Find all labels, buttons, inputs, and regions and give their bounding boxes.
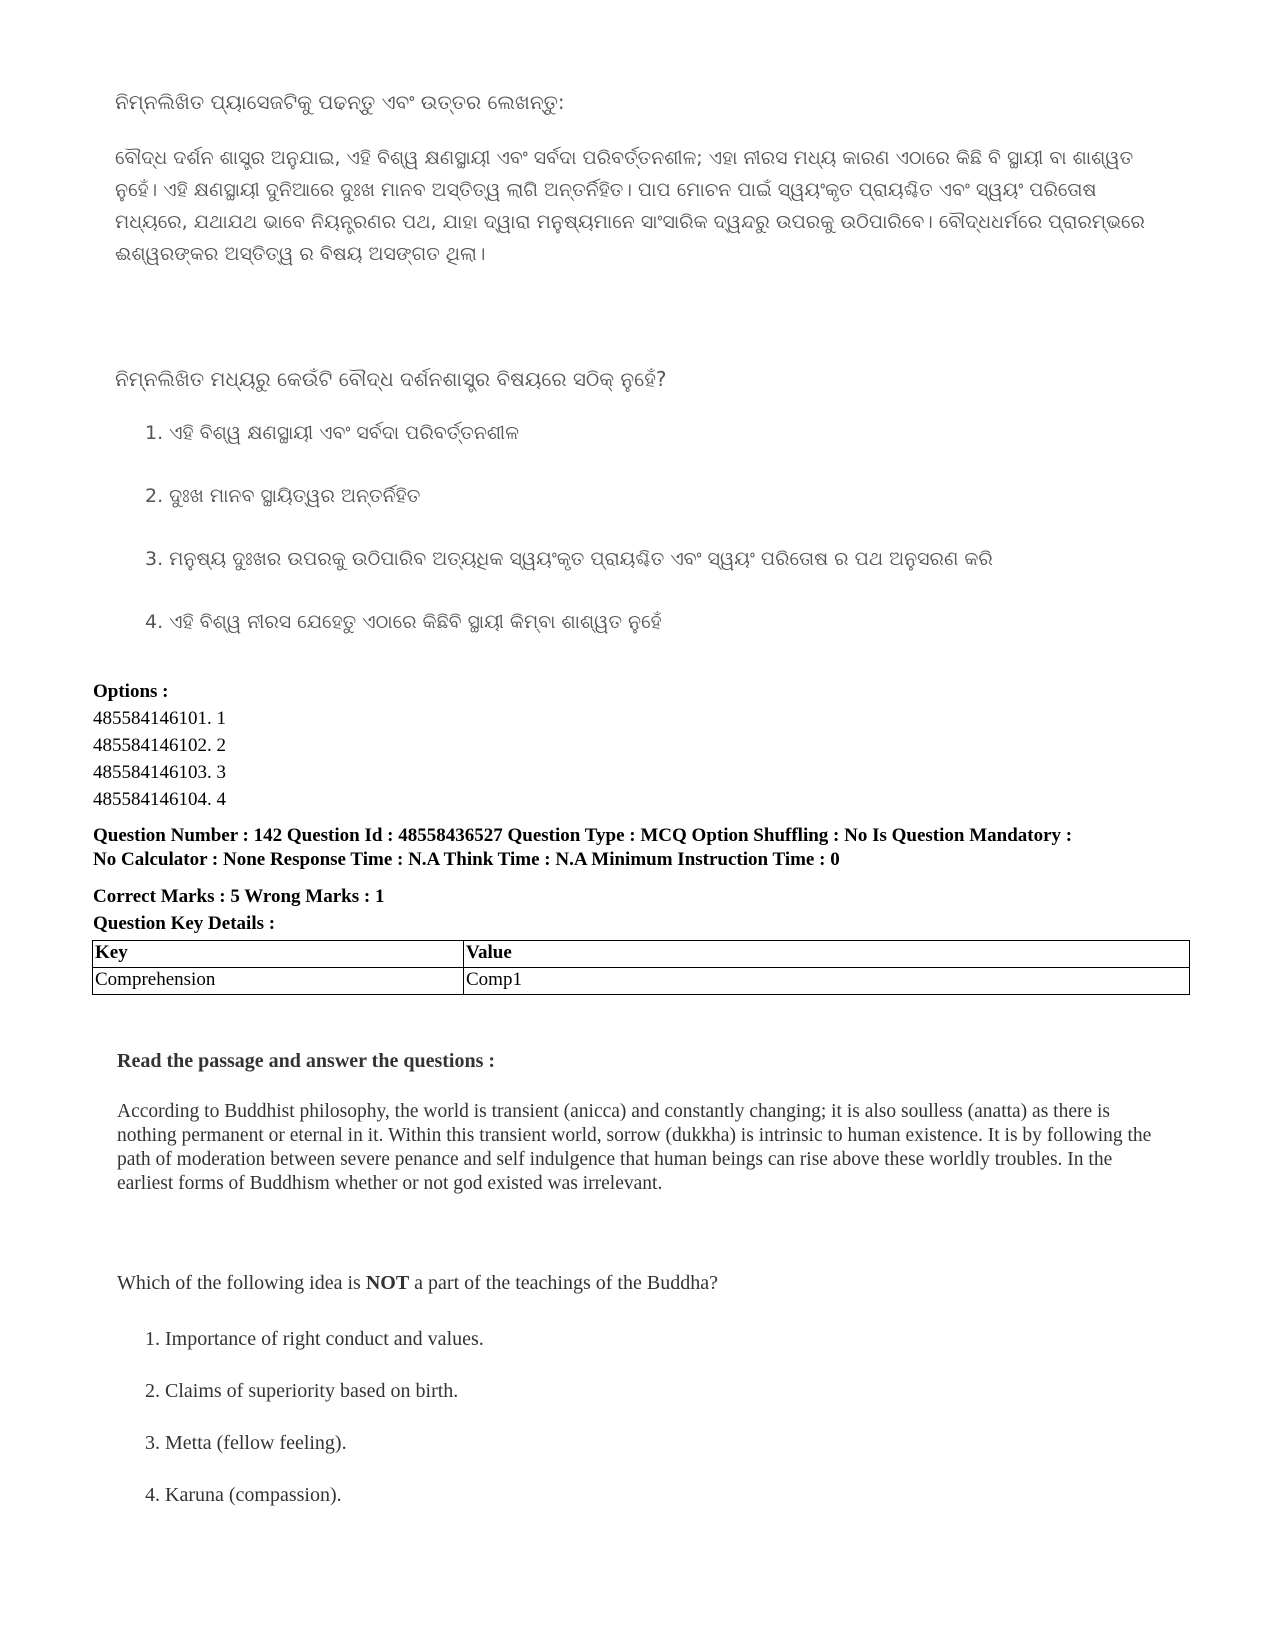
options-block: [93, 678, 226, 813]
english-option: 1. Importance of right conduct and values.: [145, 1328, 484, 1350]
odia-question: ନିମ୍ନଲିଖିତ ମଧ୍ୟରୁ କେଉଁଟି ବୌଦ୍ଧ ଦର୍ଶନଶାସ୍ତ୍ର ବିଷୟରେ ସଠିକ୍ ନୁହେଁ?: [115, 367, 667, 391]
odia-option: 4. ଏହି ବିଶ୍ୱ ନୀରସ ଯେହେତୁ ଏଠାରେ କିଛିବି ସ୍ଥାୟୀ କିମ୍ବା ଶାଶ୍ୱତ ନୁହେଁ: [145, 611, 662, 633]
question-meta-line2: No Calculator : None Response Time : N.A Think Time : N.A Minimum Instruction Time : 0: [93, 849, 840, 870]
key-details-heading: Question Key Details :: [93, 913, 276, 934]
odia-option-list: [145, 422, 993, 674]
table-row: [93, 968, 1190, 995]
english-option-list: [145, 1328, 484, 1536]
english-passage: According to Buddhist philosophy, the world is transient (anicca) and constantly changing; it is also soulless (anatta) as there is nothing permanent or eternal in it. Within this transient world, sorrow (dukkha) is intrinsic to human existence. It is by following the path of moderation between severe penance and self indulgence that human beings can rise above these worldly troubles. In the earliest forms of Buddhism whether or not god existed was irrelevant.: [117, 1101, 1152, 1194]
english-question: [117, 1272, 718, 1295]
question-text-post: a part of the teachings of the Buddha?: [409, 1272, 718, 1294]
key-details-table: [92, 940, 1190, 995]
question-meta-line1: Question Number : 142 Question Id : 48558436527 Question Type : MCQ Option Shuffling : No Is Question Mandatory :: [93, 825, 1073, 846]
english-option: 4. Karuna (compassion).: [145, 1484, 342, 1506]
english-option: 3. Metta (fellow feeling).: [145, 1432, 347, 1454]
odia-option: 2. ଦୁଃଖ ମାନବ ସ୍ଥାୟିତ୍ୱର ଅନ୍ତର୍ନିହିତ: [145, 485, 421, 507]
option-item: 485584146102. 2: [93, 735, 226, 756]
odia-option: 1. ଏହି ବିଶ୍ୱ କ୍ଷଣସ୍ଥାୟୀ ଏବଂ ସର୍ବଦା ପରିବର୍ତ୍ତନଶୀଳ: [145, 422, 519, 444]
english-option: 2. Claims of superiority based on birth.: [145, 1380, 459, 1402]
table-header-row: [93, 941, 1190, 968]
options-label: Options :: [93, 681, 169, 702]
odia-option: 3. ମନୁଷ୍ୟ ଦୁଃଖର ଉପରକୁ ଉଠିପାରିବ ଅତ୍ୟଧିକ ସ୍ୱୟଂକୃତ ପ୍ରାୟଶ୍ଚିତ ଏବଂ ସ୍ୱୟଂ ପରିତୋଷ ର ପଥ ଅନୁସରଣ କରି: [145, 548, 993, 570]
table-header-value: Value: [464, 941, 1190, 968]
odia-passage: ବୌଦ୍ଧ ଦର୍ଶନ ଶାସ୍ତ୍ର ଅନୁଯାଇ, ଏହି ବିଶ୍ୱ କ୍ଷଣସ୍ଥାୟୀ ଏବଂ ସର୍ବଦା ପରିବର୍ତ୍ତନଶୀଳ; ଏହା ନୀରସ ମଧ୍ୟ କାରଣ ଏଠାରେ କିଛି ବି ସ୍ଥାୟୀ ବା ଶାଶ୍ୱତ ନୁହେଁ। ଏହି କ୍ଷଣସ୍ଥାୟୀ ଦୁନିଆରେ ଦୁଃଖ ମାନବ ଅସ୍ତିତ୍ୱ ଲାଗି ଅନ୍ତର୍ନିହିତ। ପାପ ମୋଚନ ପାଇଁ ସ୍ୱୟଂକୃତ ପ୍ରାୟଶ୍ଚିତ ଏବଂ ସ୍ୱୟଂ ପରିତୋଷ ମଧ୍ୟରେ, ଯଥାଯଥ ଭାବେ ନିୟନ୍ତ୍ରଣର ପଥ, ଯାହା ଦ୍ୱାରା ମନୁଷ୍ୟମାନେ ସାଂସାରିକ ଦ୍ୱନ୍ଦରୁ ଉପରକୁ ଉଠିପାରିବେ। ବୌଦ୍ଧଧର୍ମରେ ପ୍ରାରମ୍ଭରେ ଈଶ୍ୱରଙ୍କର ଅସ୍ତିତ୍ୱ ର ବିଷୟ ଅସଙ୍ଗତ ଥିଲା।: [115, 147, 1145, 265]
option-item: 485584146103. 3: [93, 762, 226, 783]
table-header-key: Key: [93, 941, 464, 968]
table-cell-value: Comp1: [464, 968, 1190, 995]
question-text-pre: Which of the following idea is: [117, 1272, 366, 1294]
marks-line: Correct Marks : 5 Wrong Marks : 1: [93, 886, 385, 907]
option-item: 485584146101. 1: [93, 708, 226, 729]
option-item: 485584146104. 4: [93, 789, 226, 810]
english-instruction: Read the passage and answer the questions :: [117, 1050, 496, 1072]
question-text-emphasis: NOT: [365, 1272, 410, 1294]
question-meta: [93, 824, 1193, 872]
odia-instruction: ନିମ୍ନଲିଖିତ ପ୍ୟାସେଜଟିକୁ ପଢନ୍ତୁ ଏବଂ ଉତ୍ତର ଲେଖନ୍ତୁ:: [115, 90, 565, 114]
table-cell-key: Comprehension: [93, 968, 464, 995]
